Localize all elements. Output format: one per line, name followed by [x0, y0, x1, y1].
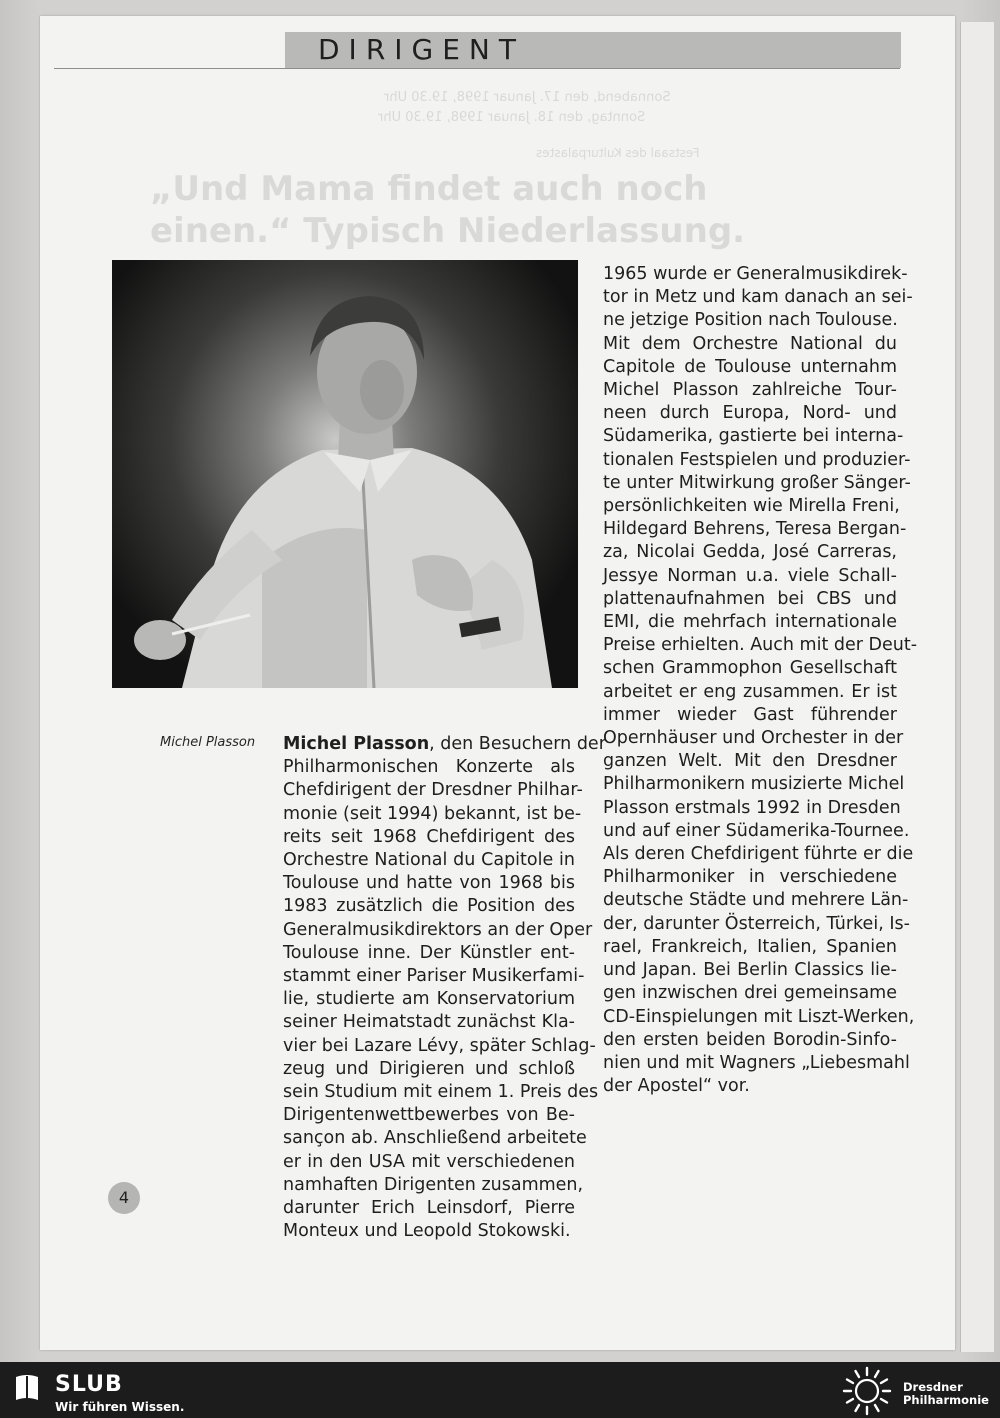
text-line: te unter Mitwirkung großer Sänger- — [603, 472, 911, 493]
conductor-photo-illustration — [112, 260, 578, 688]
text-line: namhaften Dirigenten zusammen, — [283, 1174, 584, 1195]
text-line: Preise erhielten. Auch mit der Deut- — [603, 635, 918, 656]
text-line: lie, studierte am Konservatorium — [283, 989, 575, 1010]
text-line: Hildegard Behrens, Teresa Bergan- — [603, 519, 907, 540]
text-line: EMI, die mehrfach internationale — [603, 612, 897, 633]
text-line: darunter Erich Leinsdorf, Pierre — [283, 1198, 575, 1219]
header-rule — [54, 68, 900, 69]
section-title: DIRIGENT — [318, 33, 525, 66]
text-line: gen inzwischen drei gemeinsame — [603, 983, 897, 1004]
text-line: Mit dem Orchestre National du — [603, 333, 897, 354]
text-line: der Apostel“ vor. — [603, 1076, 750, 1097]
text-line: Philharmonischen Konzerte als — [283, 757, 575, 778]
slub-logo-icon[interactable] — [13, 1373, 41, 1403]
photo-caption: Michel Plasson — [160, 735, 256, 750]
text-line: Opernhäuser und Orchester in der — [603, 728, 904, 749]
text-line: und auf einer Südamerika-Tournee. — [603, 820, 910, 841]
text-line: Philharmoniker in verschiedene — [603, 867, 897, 888]
text-line: Orchestre National du Capitole in — [283, 850, 575, 871]
text-line: seiner Heimatstadt zunächst Kla- — [283, 1012, 575, 1033]
text-line: , den Besuchern der — [429, 734, 606, 754]
text-line: Toulouse inne. Der Künstler ent- — [283, 942, 575, 963]
text-line: Chefdirigent der Dresdner Philhar- — [283, 780, 583, 801]
text-line: sein Studium mit einem 1. Preis des — [283, 1082, 599, 1103]
text-line: 1965 wurde er Generalmusikdirek- — [603, 264, 908, 284]
text-line: Plasson erstmals 1992 in Dresden — [603, 797, 901, 818]
text-line: schen Grammophon Gesellschaft — [603, 658, 897, 679]
partner-line: Philharmonie — [903, 1393, 989, 1407]
partner-line: Dresdner — [903, 1380, 963, 1394]
text-line: Monteux und Leopold Stokowski. — [283, 1221, 571, 1242]
text-line: zeug und Dirigieren und schloß — [283, 1058, 575, 1079]
text-line: deutsche Städte und mehrere Län- — [603, 890, 909, 911]
page-number-badge: 4 — [108, 1182, 140, 1214]
biography-column-left — [283, 733, 606, 1243]
bleed-through-line: Sonnabend, den 17. Januar 1998, 19.30 Uhr — [384, 90, 671, 105]
text-line: sançon ab. Anschließend arbeitete — [283, 1128, 587, 1149]
text-line: immer wieder Gast führender — [603, 704, 897, 725]
text-line — [283, 733, 606, 756]
text-line: stammt einer Pariser Musikerfami- — [283, 966, 585, 987]
text-line: arbeitet er eng zusammen. Er ist — [603, 681, 897, 702]
bleed-through-line: Festsaal des Kulturpalastes — [536, 146, 700, 160]
text-line: er in den USA mit verschiedenen — [283, 1151, 575, 1172]
text-line: persönlichkeiten wie Mirella Freni, — [603, 496, 900, 517]
text-line: ne jetzige Position nach Toulouse. — [603, 310, 898, 331]
text-line: tionalen Festspielen und produzier- — [603, 449, 911, 470]
text-line: tor in Metz und kam danach an sei- — [603, 287, 913, 308]
dresdner-philharmonie-wordmark[interactable] — [903, 1381, 989, 1407]
text-line: rael, Frankreich, Italien, Spanien — [603, 936, 897, 957]
text-line: ganzen Welt. Mit den Dresdner — [603, 751, 897, 772]
text-line: CD-Einspielungen mit Liszt-Werken, — [603, 1006, 915, 1027]
text-line: 1983 zusätzlich die Position des — [283, 896, 575, 917]
text-line: nien und mit Wagners „Liebesmahl — [603, 1052, 910, 1073]
text-line: Capitole de Toulouse unternahm — [603, 356, 897, 377]
text-line: za, Nicolai Gedda, José Carreras, — [603, 542, 897, 563]
text-line: der, darunter Österreich, Türkei, Is- — [603, 913, 910, 934]
text-line: Jessye Norman u.a. viele Schall- — [603, 565, 897, 586]
bleed-through-headline: „Und Mama findet auch noch einen.“ Typisch Niederlassung. — [150, 169, 746, 251]
text-line: und Japan. Bei Berlin Classics lie- — [603, 960, 897, 981]
text-line: vier bei Lazare Lévy, später Schlag- — [283, 1035, 596, 1056]
text-line: Toulouse und hatte von 1968 bis — [283, 873, 575, 894]
text-line: neen durch Europa, Nord- und — [603, 403, 897, 424]
text-line: Philharmonikern musizierte Michel — [603, 774, 905, 795]
slub-name[interactable]: SLUB — [55, 1372, 123, 1397]
conductor-name: Michel Plasson — [283, 734, 430, 754]
bleed-through-line: Sonntag, den 18. Januar 1998, 19.30 Uhr — [378, 110, 646, 125]
dresdner-philharmonie-logo-icon[interactable] — [841, 1366, 893, 1416]
text-line: Als deren Chefdirigent führte er die — [603, 844, 914, 865]
biography-column-right — [603, 263, 918, 1098]
slub-tagline: Wir führen Wissen. — [55, 1400, 185, 1414]
text-line: Michel Plasson zahlreiche Tour- — [603, 380, 897, 401]
text-line: Südamerika, gastierte bei interna- — [603, 426, 904, 447]
text-line: reits seit 1968 Chefdirigent des — [283, 826, 575, 847]
text-line: den ersten beiden Borodin-Sinfo- — [603, 1029, 897, 1050]
text-line: Generalmusikdirektors an der Oper — [283, 919, 593, 940]
conductor-photo — [112, 260, 578, 688]
adjacent-page-edge — [960, 22, 994, 1352]
text-line: monie (seit 1994) bekannt, ist be- — [283, 803, 582, 824]
text-line: plattenaufnahmen bei CBS und — [603, 588, 897, 609]
text-line: Dirigentenwettbewerbes von Be- — [283, 1105, 575, 1126]
